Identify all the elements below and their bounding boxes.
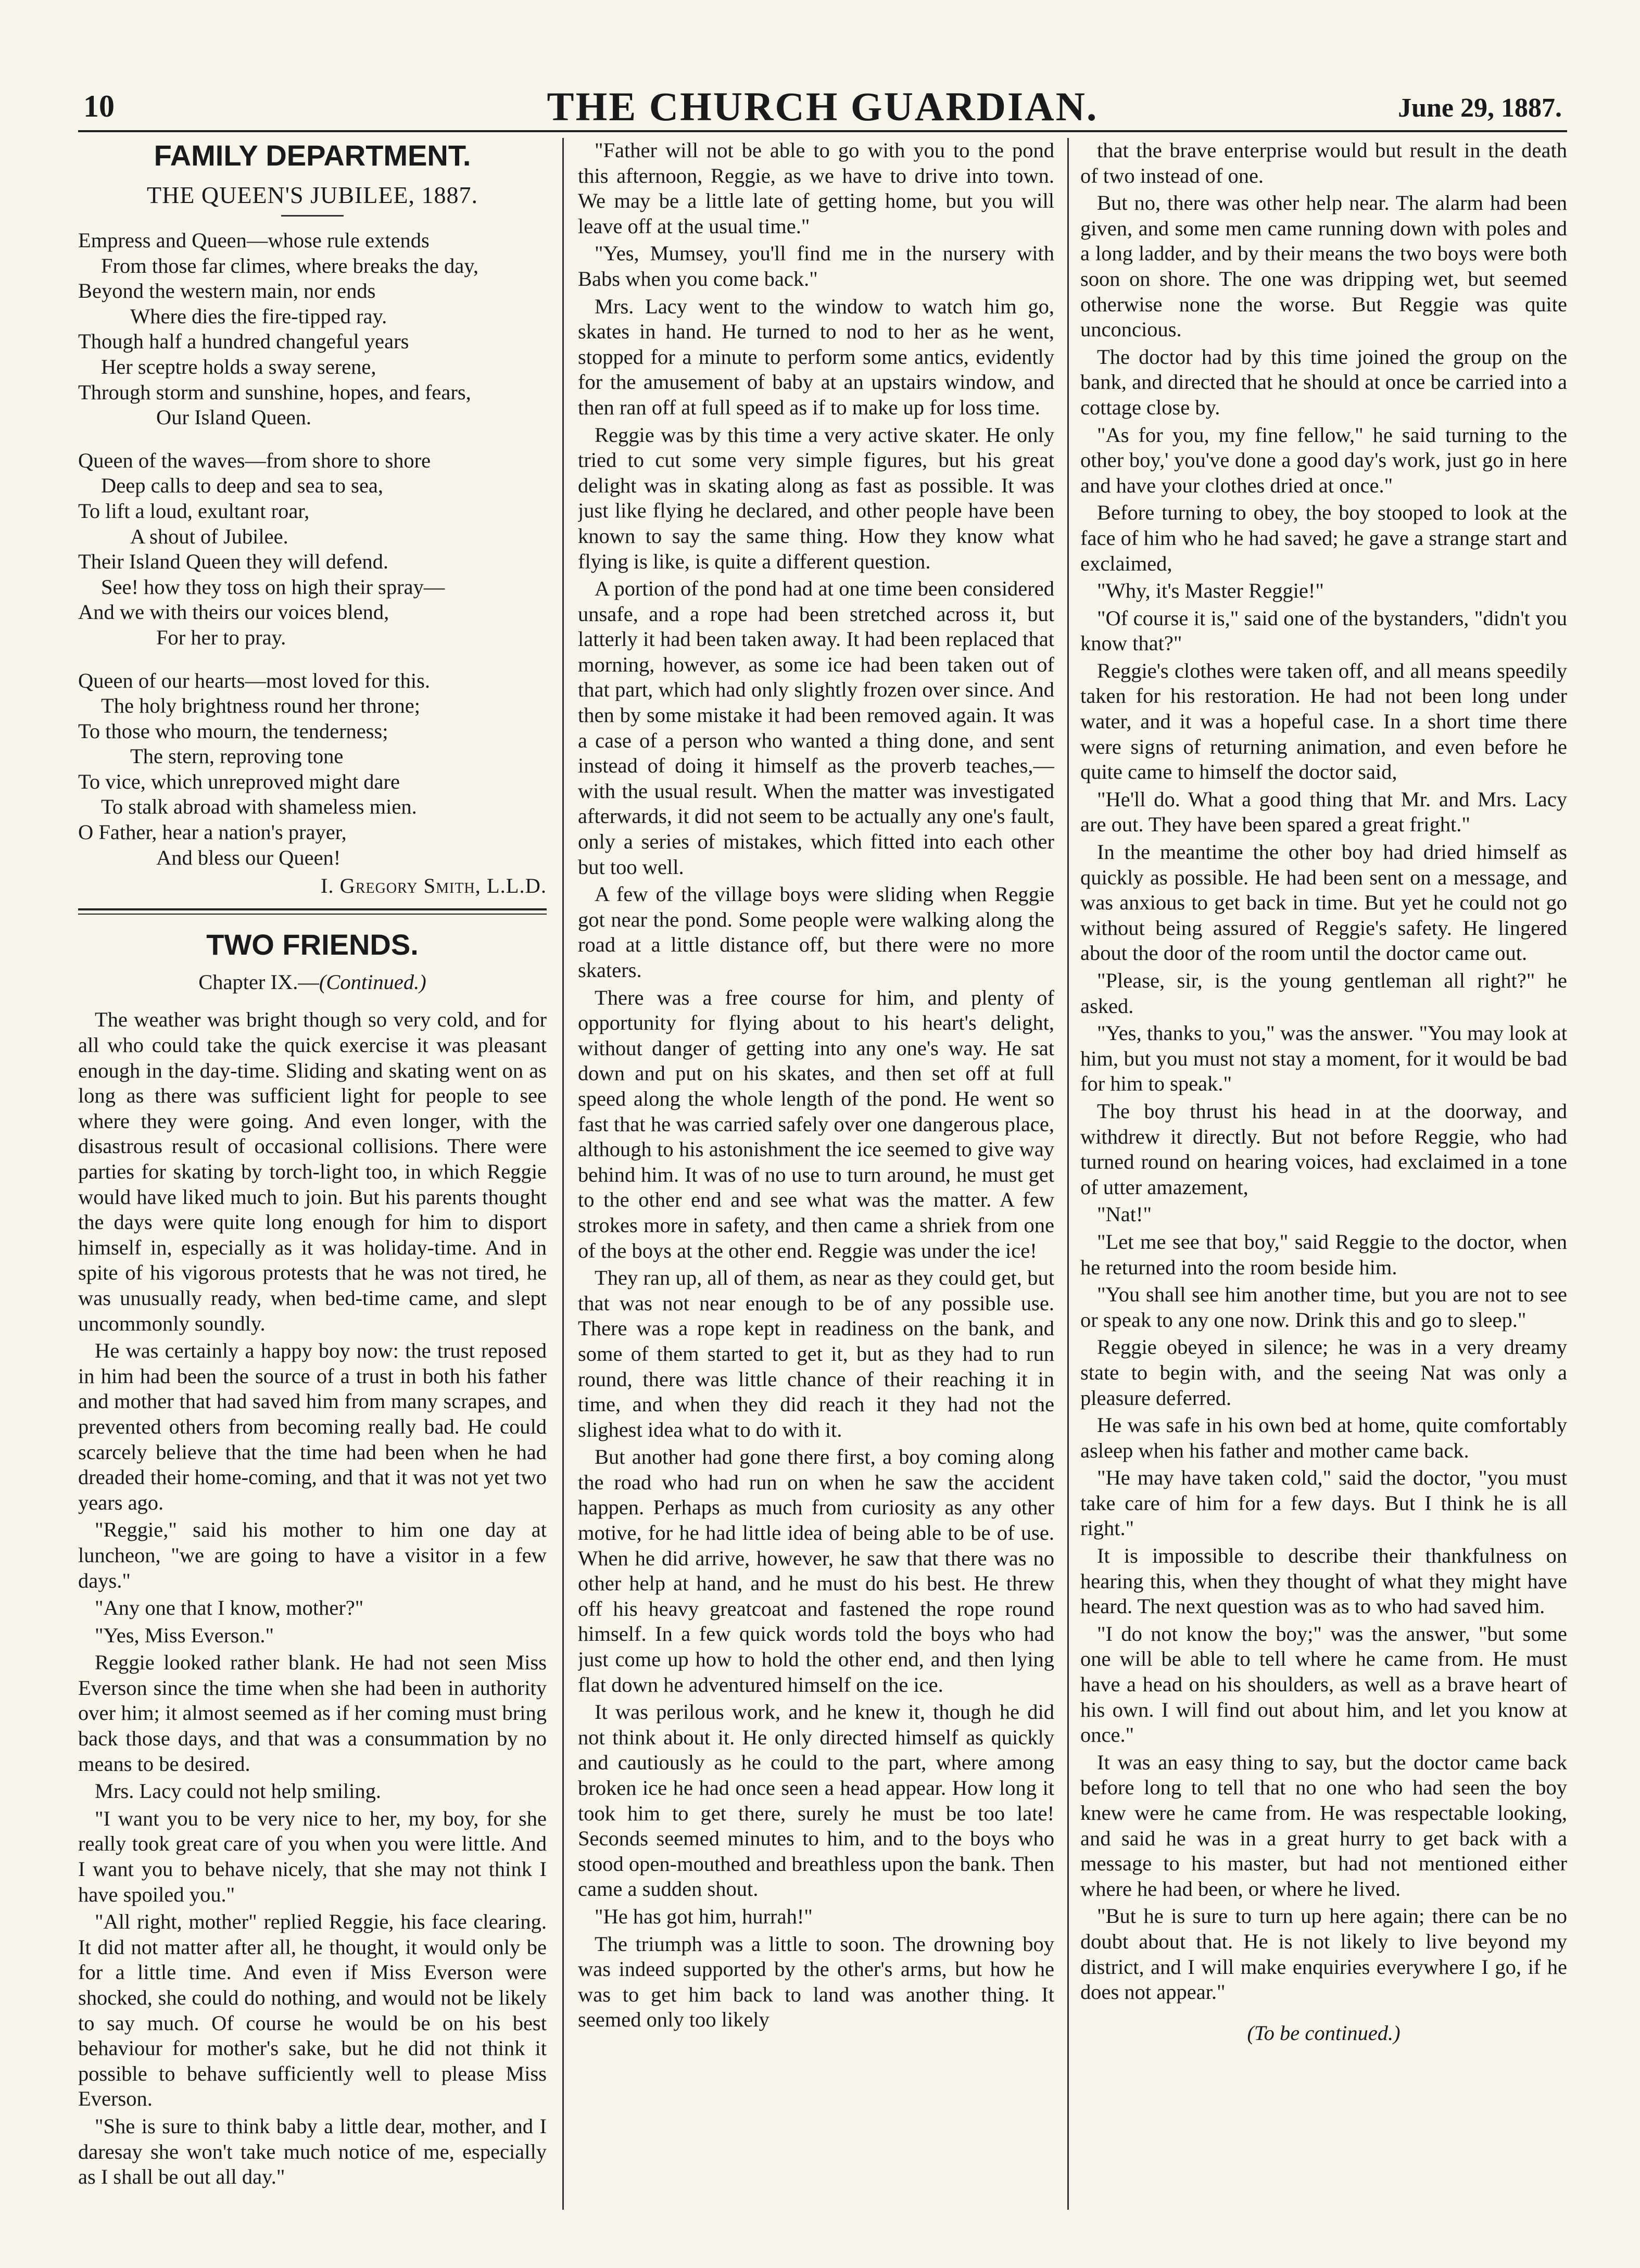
story-paragraph: "Please, sir, is the young gentleman all right?" he asked. [1080, 969, 1567, 1018]
story-paragraph: "Father will not be able to go with you to the pond this afternoon, Reggie, as we have to drive into town. We may be a little late of getting home, but you will leave off at the usual time." [578, 138, 1054, 238]
story-paragraph: that the brave enterprise would but result in the death of two instead of one. [1080, 138, 1567, 187]
story-paragraph: But another had gone there first, a boy coming along the road who had run on when he saw the accident happen. Perhaps as much from curiosity as any other motive, for he had little idea of being able to be of use. When he did arrive, however, he saw that there was no other help at hand, and he must do his best. He threw off his heavy greatcoat and fastened the rope round himself. In a few quick words told the boys who had just come up how to hold the other end, and then lying flat down he adventured himself on the ice. [578, 1445, 1054, 1696]
story-paragraph: A few of the village boys were sliding when Reggie got near the pond. Some people were walking along the road at a little distance off, but there were no more skaters. [578, 882, 1054, 982]
poem-line: The holy brightness round her throne; [101, 694, 420, 718]
story-paragraph: "As for you, my fine fellow," he said turning to the other boy,' you've done a good day's work, just go in here and have your clothes dried at once." [1080, 423, 1567, 497]
story-paragraph: But no, there was other help near. The alarm had been given, and some men came running down with poles and a long ladder, and by their means the two boys were both soon on shore. The one was dripping wet, but seemed otherwise none the worse. But Reggie was quite unconcious. [1080, 191, 1567, 341]
poem-line: The stern, reproving tone [130, 744, 344, 768]
poem-author: I. Gregory Smith, L.L.D. [320, 874, 547, 898]
story-paragraph: Reggie's clothes were taken off, and all means speedily taken for his restoration. He had not been long under water, and it was a hopeful case. In a short time there were signs of returning animation, and even before he quite came to himself the doctor said, [1080, 658, 1567, 784]
chapter-number: Chapter IX.— [198, 970, 319, 994]
story-paragraph: "But he is sure to turn up here again; there can be no doubt about that. He is not likely to live beyond my district, and I will make enquiries everywhere I go, if he does not appear." [1080, 1904, 1567, 2004]
story-paragraph: A portion of the pond had at one time been considered unsafe, and a rope had been stretched across it, but latterly it had been taken away. It had been replaced that morning, however, as some ice had been taken out of that part, which had only slightly frozen over since. And then by some mistake it had been removed again. It was a case of a person who wanted a thing done, and sent instead of doing it himself as the proverb teaches,—with the usual result. When the matter was investigated afterwards, it did not seem to be actually any one's fault, only a series of mistakes, which fitted into each other but too well. [578, 577, 1054, 879]
story-paragraph: "Yes, Mumsey, you'll find me in the nursery with Babs when you come back." [578, 242, 1054, 290]
section-divider [78, 908, 547, 915]
poem-line: Our Island Queen. [156, 406, 312, 429]
column-3 [1080, 138, 1567, 2210]
story-paragraph: He was safe in his own bed at home, quite comfortably asleep when his father and mother came back. [1080, 1413, 1567, 1462]
poem-line: Her sceptre holds a sway serene, [101, 354, 376, 378]
story-paragraph: "Of course it is," said one of the bystanders, "didn't you know that?" [1080, 606, 1567, 655]
story-paragraph: The boy thrust his head in at the doorway, and withdrew it directly. But not before Reggie, who had turned round on hearing voices, had exclaimed in a tone of utter amazement, [1080, 1099, 1567, 1199]
story-paragraph: "Nat!" [1097, 1202, 1152, 1226]
poem-line: To lift a loud, exultant roar, [78, 499, 310, 523]
masthead-rule [78, 130, 1567, 132]
poem-line: For her to pray. [156, 625, 286, 649]
poem-line: O Father, hear a nation's prayer, [78, 820, 347, 844]
story-paragraph: "Why, it's Master Reggie!" [1097, 579, 1324, 603]
story-paragraph: "Let me see that boy," said Reggie to the doctor, when he returned into the room beside him. [1080, 1230, 1567, 1279]
story-paragraph: "I want you to be very nice to her, my boy, for she really took great care of you when you were little. And I want you to behave nicely, that she may not think I have spoiled you." [78, 1806, 547, 1906]
story-paragraph: It is impossible to describe their thankfulness on hearing this, when they thought of what they might have heard. The next question was as to who had saved him. [1080, 1544, 1567, 1618]
poem-line: And we with theirs our voices blend, [78, 600, 389, 624]
poem-stanza [78, 228, 547, 430]
to-be-continued: (To be continued.) [1247, 2021, 1401, 2045]
story-paragraph: Reggie looked rather blank. He had not seen Miss Everson since the time when she had been in authority over him; it almost seemed as if her coming must bring back those days, and that was a consummation by no means to be desired. [78, 1651, 547, 1776]
poem-line: Through storm and sunshine, hopes, and fears, [78, 380, 471, 404]
story-paragraph: It was perilous work, and he knew it, though he did not think about it. He only directed himself as quickly and cautiously as he could to the part, where among broken ice he had once seen a head appear. How long it took him to get there, surely he must be too late! Seconds seemed minutes to him, and to the boys who stood open-mouthed and breathless upon the bank. Then came a sudden shout. [578, 1700, 1054, 1901]
story-paragraph: "Yes, thanks to you," was the answer. "You may look at him, but you must not stay a moment, for it would be bad for him to speak." [1080, 1021, 1567, 1096]
poem-line: Beyond the western main, nor ends [78, 279, 376, 303]
story-paragraph: Mrs. Lacy could not help smiling. [95, 1779, 382, 1803]
poem-line: To vice, which unreproved might dare [78, 769, 400, 793]
story-paragraph: "He has got him, hurrah!" [595, 1904, 813, 1928]
story-paragraph: "You shall see him another time, but you are not to see or speak to any one now. Drink this and go to sleep." [1080, 1283, 1567, 1332]
story-paragraph: They ran up, all of them, as near as they could get, but that was not near enough to be of any possible use. There was a rope kept in readiness on the bank, and some of them started to get it, but as they had to run round, there was little chance of their reaching it in time, and when they did reach it they had not the slighest idea what to do with it. [578, 1266, 1054, 1441]
story-text-col1 [78, 1007, 547, 2189]
poem-line: Queen of our hearts—most loved for this. [78, 668, 430, 692]
column-1 [78, 138, 547, 2210]
poem-line: Their Island Queen they will defend. [78, 550, 389, 574]
story-title: TWO FRIENDS. [206, 928, 419, 961]
chapter-heading [78, 970, 547, 995]
page-number: 10 [83, 89, 115, 123]
story-paragraph: Reggie obeyed in silence; he was in a very dreamy state to begin with, and the seeing Nat was only a pleasure deferred. [1080, 1335, 1567, 1410]
poem-line: To stalk abroad with shameless mien. [101, 795, 417, 819]
publication-date: June 29, 1887. [1398, 93, 1562, 123]
poem-line: And bless our Queen! [156, 845, 341, 869]
story-paragraph: It was an easy thing to say, but the doctor came back before long to tell that no one who had seen the boy knew were he came from. He was respectable looking, and said he was in a great hurry to get back with a message to his master, but had not mentioned either where he had been, or where he lived. [1080, 1750, 1567, 1900]
story-paragraph: Before turning to obey, the boy stooped to look at the face of him who he had saved; he gave a strange start and exclaimed, [1080, 501, 1567, 575]
story-paragraph: The triumph was a little to soon. The drowning boy was indeed supported by the other's arms, but how he was to get him back to land was another thing. It seemed only too likely [578, 1932, 1054, 2032]
poem-line: Queen of the waves—from shore to shore [78, 448, 431, 472]
story-paragraph: The weather was bright though so very cold, and for all who could take the quick exercise it was pleasant enough in the day-time. Sliding and skating went on as long as there was sufficient light for people to see where they were going. And even longer, with the disastrous result of occasional collisions. There were parties for skating by torch-light too, in which Reggie would have liked much to join. But his parents thought the days were quite long enough for him to disport himself in, especially as it was holiday-time. And in spite of his vigorous protests that he was not tired, he was unusually ready, when bed-time came, and slept uncommonly soundly. [78, 1008, 547, 1335]
story-paragraph: Reggie was by this time a very active skater. He only tried to cut some very simple figures, but his great delight was in skating along as fast as possible. It was just like flying he declared, and other people have been known to say the same thing. How they know what flying is like, is quite a different question. [578, 423, 1054, 573]
story-paragraph: "He'll do. What a good thing that Mr. and Mrs. Lacy are out. They have been spared a great fright." [1080, 787, 1567, 837]
story-paragraph: "He may have taken cold," said the doctor, "you must take care of him for a few days. But I think he is all right." [1080, 1466, 1567, 1540]
poem-title-rule [281, 215, 344, 217]
poem-line: Where dies the fire-tipped ray. [130, 304, 387, 328]
column-divider [562, 138, 564, 2210]
story-paragraph: The doctor had by this time joined the group on the bank, and directed that he should at once be carried into a cottage close by. [1080, 345, 1567, 419]
masthead [78, 78, 1567, 130]
story-paragraph: He was certainly a happy boy now: the trust reposed in him had been the source of a trust in both his father and mother that had saved him from many scrapes, and prevented others from becoming really bad. He could scarcely believe that the time had been when he had dreaded their home-coming, and that it was not yet two years ago. [78, 1339, 547, 1514]
chapter-note: (Continued.) [319, 970, 426, 994]
story-paragraph: "Reggie," said his mother to him one day at luncheon, "we are going to have a visitor in a few days." [78, 1518, 547, 1592]
story-paragraph: "Any one that I know, mother?" [95, 1596, 364, 1620]
poem-stanza [78, 448, 547, 651]
poem-line: A shout of Jubilee. [130, 524, 288, 548]
poem-stanza [78, 668, 547, 871]
story-paragraph: "All right, mother" replied Reggie, his face clearing. It did not matter after all, he thought, it would only be for a little time. And even if Miss Everson were shocked, she could do nothing, and would not be likely to say much. Of course he would be on his best behaviour for mother's sake, but he did not think it possible to behave sufficiently well to please Miss Everson. [78, 1910, 547, 2111]
story-text-col3 [1080, 138, 1567, 2005]
poem-line: Empress and Queen—whose rule extends [78, 229, 430, 252]
poem-line: Deep calls to deep and sea to sea, [101, 474, 384, 498]
story-paragraph: "I do not know the boy;" was the answer, "but some one will be able to tell where he came from. He must have a head on his shoulders, as well as a brave heart of his own. I will find out about him, and let you know at once." [1080, 1621, 1567, 1747]
poem-line: See! how they toss on high their spray— [101, 575, 445, 599]
poem-line: To those who mourn, the tenderness; [78, 719, 388, 743]
story-paragraph: "She is sure to think baby a little dear, mother, and I daresay she won't take much notice of me, especially as I shall be out all day." [78, 2114, 547, 2189]
story-text-col2 [578, 138, 1054, 2033]
story-paragraph: There was a free course for him, and plenty of opportunity for flying about to his heart's delight, without danger of getting into any one's way. He sat down and put on his skates, and then set off at full speed along the whole length of the pond. He went so fast that he was carried safely over one dangerous place, although to his astonishment the ice seemed to give way behind him. It was of no use to turn around, he must get to the other end and see what was the matter. A few strokes more in safety, and then came a shriek from one of the boys at the other end. Reggie was under the ice! [578, 985, 1054, 1262]
column-2 [578, 138, 1054, 2210]
story-paragraph: "Yes, Miss Everson." [95, 1623, 274, 1647]
poem-line: Though half a hundred changeful years [78, 330, 409, 353]
story-paragraph: In the meantime the other boy had dried himself as quickly as possible. He had been sent on a message, and was anxious to get back in time. But yet he could not go without being assured of Reggie's safety. He lingered about the door of the room until the doctor came out. [1080, 840, 1567, 965]
column-divider [1067, 138, 1069, 2210]
poem-line: From those far climes, where breaks the day, [101, 254, 479, 277]
poem-title: THE QUEEN'S JUBILEE, 1887. [146, 182, 478, 208]
story-paragraph: Mrs. Lacy went to the window to watch him go, skates in hand. He turned to nod to her as he went, stopped for a minute to perform some antics, evidently for the amusement of baby at an upstairs window, and then ran off at full speed as if to make up for loss time. [578, 294, 1054, 419]
paper-title: THE CHURCH GUARDIAN. [547, 84, 1099, 129]
department-heading: FAMILY DEPARTMENT. [154, 139, 471, 172]
